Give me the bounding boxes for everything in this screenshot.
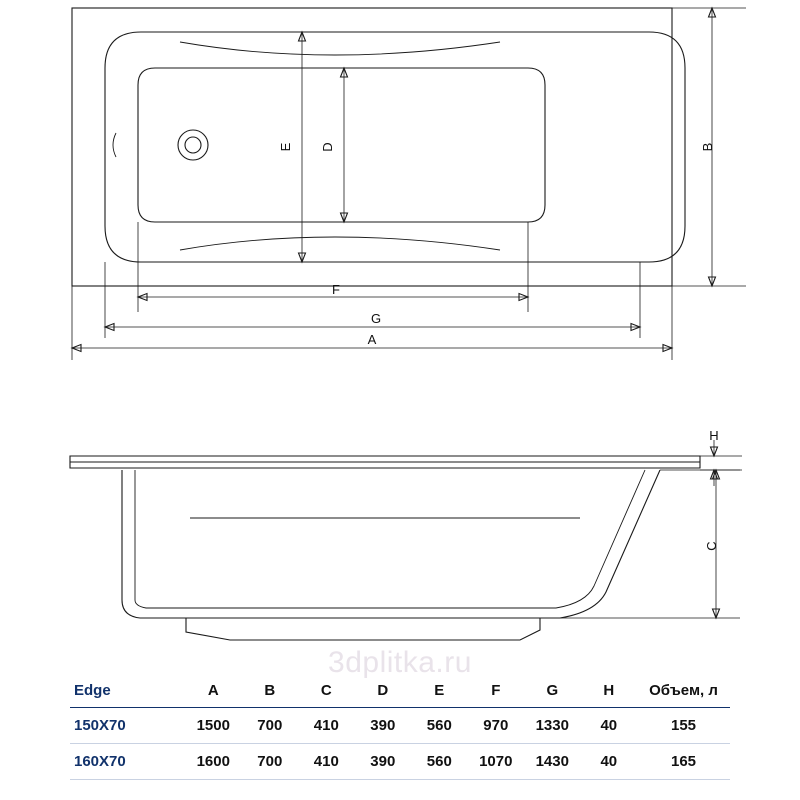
side-body-outline (122, 470, 660, 618)
tub-outer-rim (72, 8, 672, 286)
dim-label-f: F (332, 282, 340, 297)
table-header-e: E (411, 676, 468, 708)
table-header-g: G (524, 676, 581, 708)
table-header-f: F (468, 676, 525, 708)
dim-label-c: C (704, 541, 719, 551)
cell-160-f: 1070 (468, 744, 525, 780)
table-header-row (70, 676, 730, 708)
row-model-150x70: 150X70 (70, 708, 185, 744)
dim-label-a: A (367, 332, 377, 347)
table-row (70, 708, 730, 744)
cell-160-b: 700 (242, 744, 299, 780)
cell-160-g: 1430 (524, 744, 581, 780)
cell-150-b: 700 (242, 708, 299, 744)
tub-bottom-curve (180, 237, 500, 250)
dim-label-h: H (709, 428, 719, 443)
cell-160-e: 560 (411, 744, 468, 780)
tub-top-curve (180, 42, 500, 55)
dim-label-b: B (700, 142, 715, 152)
cell-160-c: 410 (298, 744, 355, 780)
table-header-c: C (298, 676, 355, 708)
spec-table (70, 676, 730, 780)
drain-outer-circle (178, 130, 208, 160)
side-body-inner-outline (135, 470, 645, 608)
table-header-h: H (581, 676, 638, 708)
cell-150-h: 40 (581, 708, 638, 744)
side-base-foot (186, 618, 540, 640)
spec-table-container (70, 676, 730, 780)
cell-150-g: 1330 (524, 708, 581, 744)
table-header-model: Edge (70, 676, 185, 708)
tub-bowl-outline (105, 32, 685, 262)
watermark: 3dplitka.ru (328, 646, 472, 679)
table-header-b: B (242, 676, 299, 708)
cell-160-d: 390 (355, 744, 412, 780)
dim-label-e: E (278, 142, 293, 152)
dim-label-g: G (370, 311, 382, 326)
row-model-160x70: 160X70 (70, 744, 185, 780)
table-row (70, 744, 730, 780)
overflow-slot (113, 133, 116, 157)
cell-150-volume: 155 (637, 708, 730, 744)
dim-label-d: D (320, 142, 335, 152)
cell-160-h: 40 (581, 744, 638, 780)
cell-150-c: 410 (298, 708, 355, 744)
table-header-volume: Объем, л (637, 676, 730, 708)
cell-160-volume: 165 (637, 744, 730, 780)
table-header-d: D (355, 676, 412, 708)
cell-160-a: 1600 (185, 744, 242, 780)
cell-150-a: 1500 (185, 708, 242, 744)
tub-base-outline (138, 68, 545, 222)
drain-inner-circle (185, 137, 201, 153)
cell-150-d: 390 (355, 708, 412, 744)
cell-150-e: 560 (411, 708, 468, 744)
cell-150-f: 970 (468, 708, 525, 744)
table-header-a: A (185, 676, 242, 708)
